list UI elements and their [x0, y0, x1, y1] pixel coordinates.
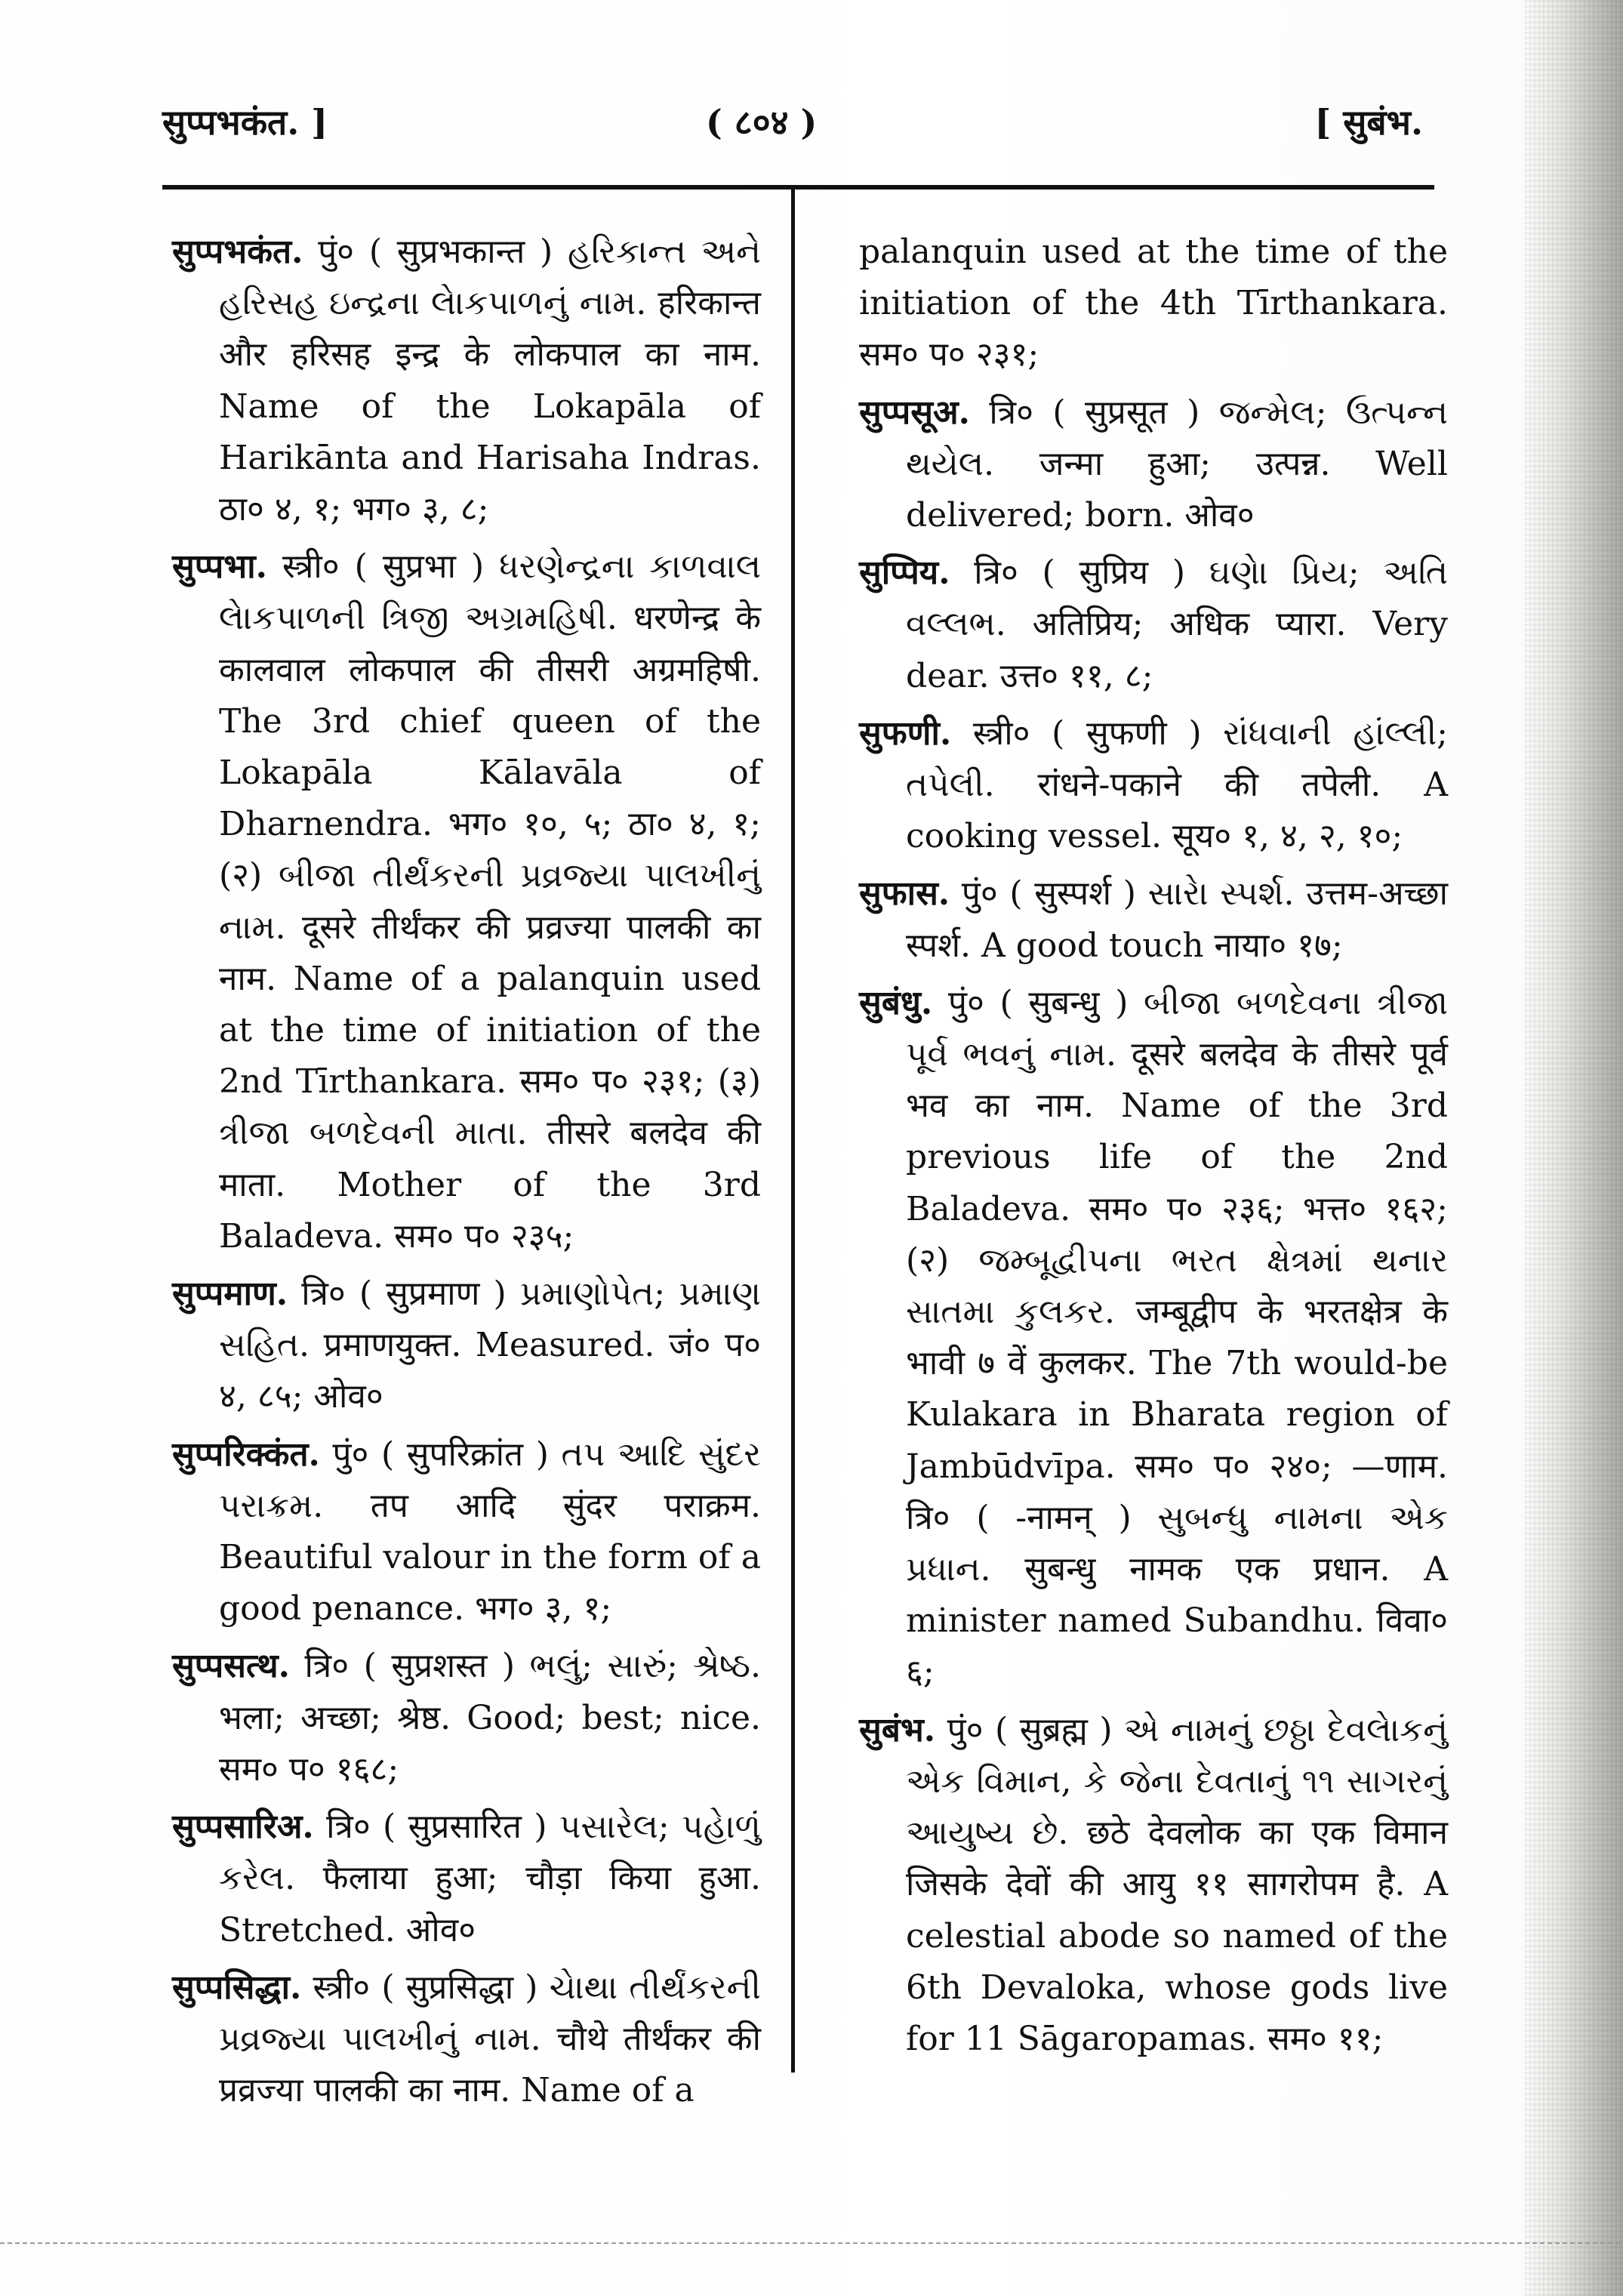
dictionary-entry: [859, 547, 1448, 702]
dictionary-entry: [859, 387, 1448, 542]
entry-body: त्रि० ( सुप्रसूत ) જન્મેલ; ઉત્પન્ન થયેલ. जन्मा हुआ; उत्पन्न. Well delivered; born. ओव०: [906, 393, 1448, 535]
entry-body: स्त्री० ( सुफणी ) રાંધવાની હાંલ્લી; તપેલી. रांधने-पकाने की तपेली. A cooking vessel. सूय० १, ४, २, १०;: [906, 713, 1448, 856]
dictionary-entry: [172, 227, 761, 535]
dictionary-entry: [172, 1962, 761, 2117]
dictionary-entry: [172, 1268, 761, 1423]
dictionary-entry: [859, 1705, 1448, 2065]
entry-headword: सुप्पभकंत.: [172, 233, 303, 271]
entry-body: पुं० ( सुबन्धु ) બીજા બળદેવના ત્રીજા પૂર્વ ભવનું નામ. दूसरे बलदेव के तीसरे पूर्व भव का नाम. Name of the 3rd previous life of the 2nd Baladeva. सम० प० २३६; भत्त० १६२; (२) જમ્બૂદ્વીપના ભરત ક્ષેત્રમાં થનાર સાતમા કુલકર. जम्बूद्वीप के भरतक्षेत्र के भावी ७ वें कुलकर. The 7th would-be Kulakara in Bharata region of Jambūdvīpa. सम० प० २४०; —णाम. त्रि० ( -नामन् ) સુબન્ધુ નામના એક પ્રધાન. सुबन्धु नामक एक प्रधान. A minister named Subandhu. विवा० ६;: [906, 983, 1448, 1692]
header-rule: [162, 185, 1434, 190]
entry-body: पुं० ( सुब्रह्म ) એ નામનું છઠ્ઠા દેવલેાકનું એક વિમાન, કે જેના દેવતાનું ૧૧ સાગરનું આયુષ્ય છે. छठे देवलोक का एक विमान जिसके देवों की आयु ११ सागरोपम है. A celestial abode so named of the 6th Devaloka, whose gods live for 11 Sāgaropamas. सम० ११;: [906, 1710, 1448, 2058]
dictionary-entry: [172, 1801, 761, 1956]
entry-body: पुं० ( सुप्रभकान्त ) હરિકાન્ત અને હરિસહ ઇન્દ્રના લેાકપાળનું નામ. हरिकान्त और हरिसह इन्द्र के लोकपाल का नाम. Name of the Lokapāla of Harikānta and Harisaha Indras. ठा० ४, १; भग० ३, ८;: [219, 233, 761, 529]
page-header: [162, 98, 1423, 159]
header-right-guideword: [ सुबंभ.: [1314, 102, 1423, 143]
entry-body: पुं० ( सुस्पर्श ) સારેા સ્પર્શ. उत्तम-अच्छा स्पर्श. A good touch नाया० १७;: [906, 874, 1448, 965]
dictionary-entry: [172, 1429, 761, 1635]
entry-headword: सुफणी.: [859, 713, 952, 753]
dictionary-entry: [859, 708, 1448, 863]
column-divider: [791, 185, 795, 2073]
entry-body: त्रि० ( सुप्रशस्त ) ભલું; સારું; શ્રેષ્ઠ. भला; अच्छा; श्रेष्ठ. Good; best; nice. सम० प० १६८;: [219, 1647, 761, 1789]
entry-headword: सुप्पसारिअ.: [172, 1808, 314, 1847]
entry-headword: सुबंधु.: [859, 983, 933, 1022]
entry-headword: सुप्पसूअ.: [859, 393, 970, 432]
right-column: [859, 227, 1448, 2071]
entry-body: palanquin used at the time of the initiation of the 4th Tīrthankara. सम० प० २३१;: [859, 233, 1448, 374]
entry-headword: सुप्पसिद्धा.: [172, 1968, 302, 2007]
entry-headword: सुप्पमाण.: [172, 1274, 288, 1314]
header-left-guideword: सुप्पभकंत. ]: [162, 102, 328, 143]
dictionary-entry-continued: [859, 227, 1448, 381]
entry-headword: सुफास.: [859, 874, 950, 914]
dictionary-entry: [172, 1641, 761, 1795]
entry-body: पुं० ( सुपरिक्रांत ) તપ આદિ સુંદર પરાક્રમ. तप आदि सुंदर पराक्रम. Beautiful valour in the form of a good penance. भग० ३, १;: [219, 1435, 761, 1629]
scan-edge-shadow: [1525, 0, 1623, 2296]
entry-headword: सुबंभ.: [859, 1710, 936, 1749]
entry-headword: सुप्पिय.: [859, 553, 950, 593]
dictionary-entry: [172, 541, 761, 1262]
entry-headword: सुप्परिक्कंत.: [172, 1435, 320, 1474]
dictionary-entry: [859, 868, 1448, 971]
entry-body: स्त्री० ( सुप्रभा ) ધરણેન્દ્રના કાળવાલ લેાકપાળની ત્રિજી અગ્રમહિષી. धरणेन्द्र के कालवाल लोकपाल की तीसरी अग्रमहिषी. The 3rd chief queen of the Lokapāla Kālavāla of Dharnendra. भग० १०, ५; ठा० ४, १; (२) બીજા તીર્થંકરની પ્રવ્રજ્યા પાલખીનું નામ. दूसरे तीर्थंकर की प्रव्रज्या पालकी का नाम. Name of a palanquin used at the time of initiation of the 2nd Tīrthankara. सम० प० २३१; (३) ત્રીજા બળદેવની માતા. तीसरे बलदेव की माता. Mother of the 3rd Baladeva. सम० प० २३५;: [219, 547, 761, 1256]
entry-body: त्रि० ( सुप्रसारित ) પસારેલ; પહેાળું કરેલ. फैलाया हुआ; चौड़ा किया हुआ. Stretched. ओव०: [219, 1808, 761, 1949]
entry-body: त्रि० ( सुप्रमाण ) પ્રમાણોપેત; પ્રમાણ સહિત. प्रमाणयुक्त. Measured. जं० प० ४, ८५; ओव०: [219, 1274, 761, 1416]
entry-headword: सुप्पसत्थ.: [172, 1647, 290, 1686]
left-column: [172, 227, 761, 2122]
entry-body: स्त्री० ( सुप्रसिद्धा ) ચેાથા તીર્થંકરની પ્રવ્રજ્યા પાલખીનું નામ. चौथे तीर्थंकर की प्रव्रज्या पालकी का नाम. Name of a: [219, 1968, 761, 2110]
entry-headword: सुप्पभा.: [172, 547, 267, 587]
entry-body: त्रि० ( सुप्रिय ) ઘણેા પ્રિય; અતિ વલ્લભ. अतिप्रिय; अधिक प्यारा. Very dear. उत्त० ११, ८;: [906, 553, 1448, 695]
page-number: ( ८०४ ): [706, 102, 818, 143]
scan-bottom-edge: [0, 2242, 1623, 2244]
dictionary-entry: [859, 978, 1448, 1699]
